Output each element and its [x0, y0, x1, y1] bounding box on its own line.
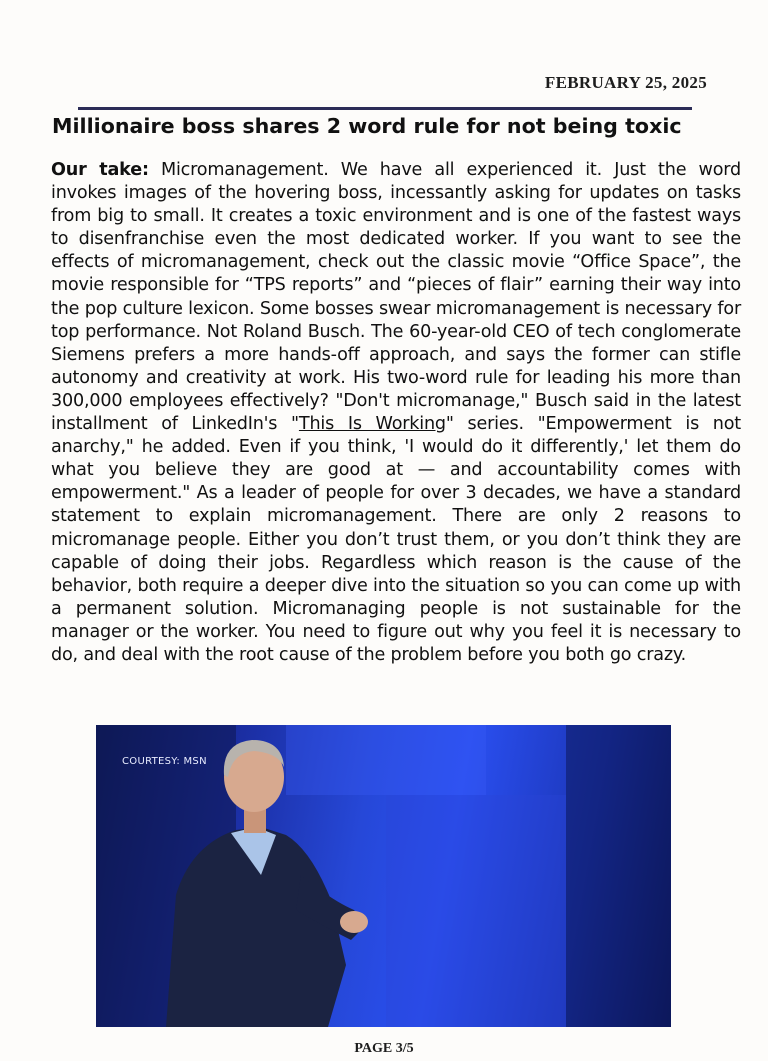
article-body — [51, 159, 741, 667]
speaker-illustration — [96, 725, 671, 1027]
header-divider — [78, 107, 692, 110]
photo-credit: COURTESY: MSN — [122, 756, 207, 767]
article-headline: Millionaire boss shares 2 word rule for not being toxic — [52, 114, 682, 138]
article-date: FEBRUARY 25, 2025 — [544, 73, 707, 92]
page-number: PAGE 3/5 — [354, 1041, 414, 1056]
article-body-text-1: Micromanagement. We have all experienced it. Just the word invokes images of the hovering boss, incessantly asking for updates on tasks from big to small. It creates a toxic environment and is one of the fastest ways to disenfranchise even the most dedicated worker. If you want to see the effects of micromanagement, check out the classic movie “Office Space”, the movie responsible for “TPS reports” and “pieces of flair” earning their way into the pop culture lexicon. Some bosses swear micromanagement is necessary for top performance. Not Roland Busch. The 60-year-old CEO of tech conglomerate Siemens prefers a more hands-off approach, and says the former can stifle autonomy and creativity at work. His two-word rule for leading his more than 300,000 employees effectively? "Don't micromanage," Busch said in the latest installment of LinkedIn's " — [51, 160, 741, 435]
article-body-text-2: " series. "Empowerment is not anarchy," he added. Even if you think, 'I would do it differently,' let them do what you believe they are good at — and accountability comes with empowerment." As a leader of people for over 3 decades, we have a standard statement to explain micromanagement. There are only 2 reasons to micromanage people. Either you don’t trust them, or you don’t think they are capable of doing their jobs. Regardless which reason is the cause of the behavior, both require a deeper dive into the situation so you can come up with a permanent solution. Micromanaging people is not sustainable for the manager or the worker. You need to figure out why you feel it is necessary to do, and deal with the root cause of the problem before you both go crazy. — [51, 414, 742, 665]
this-is-working-link[interactable]: This Is Working — [298, 414, 446, 435]
article-photo — [96, 725, 671, 1027]
article-lead-label: Our take: — [51, 160, 149, 180]
